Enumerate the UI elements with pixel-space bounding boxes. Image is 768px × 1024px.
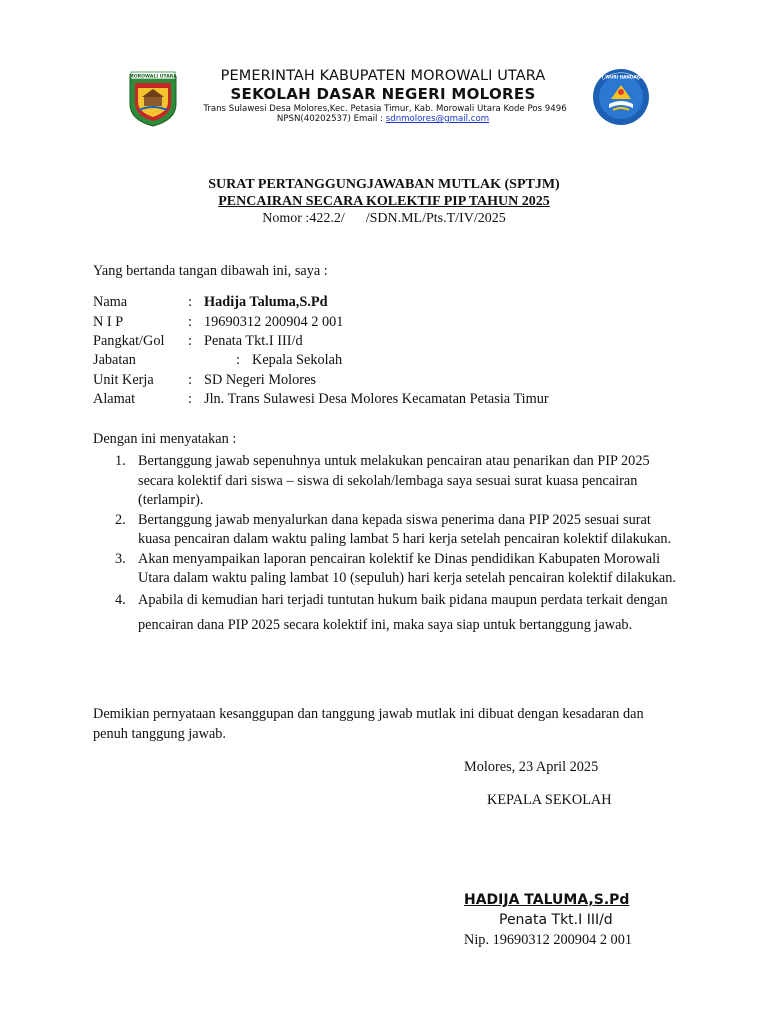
document-subtitle: PENCAIRAN SECARA KOLEKTIF PIP TAHUN 2025 <box>218 194 550 209</box>
list-item <box>93 588 678 638</box>
morowali-utara-emblem-icon <box>126 70 180 128</box>
identity-value: Kepala Sekolah <box>252 352 343 368</box>
npsn-text: NPSN(40202537) Email : <box>276 114 386 124</box>
identity-label: N I P <box>93 314 124 330</box>
signer-rank: Penata Tkt.I III/d <box>499 912 613 928</box>
identity-value: Hadija Taluma,S.Pd <box>204 294 328 310</box>
header-address: Trans Sulawesi Desa Molores,Kec. Petasia Timur, Kab. Morowali Utara Kode Pos 9496 <box>203 104 567 114</box>
header-government: PEMERINTAH KABUPATEN MOROWALI UTARA <box>220 68 546 84</box>
logo-left-text: MOROWALI UTARA <box>129 74 177 80</box>
identity-value: Penata Tkt.I III/d <box>204 333 303 349</box>
signer-role: KEPALA SEKOLAH <box>487 792 612 808</box>
identity-value: Jln. Trans Sulawesi Desa Molores Kecamatan Petasia Timur <box>204 391 549 407</box>
list-text: Apabila di kemudian hari terjadi tuntutan hukum baik pidana maupun perdata terkait dengan pencairan dana PIP 2025 secara kolektif ini, maka saya siap untuk bertanggung jawab. <box>138 591 668 633</box>
list-item <box>93 452 678 511</box>
list-item <box>93 511 678 550</box>
document-number: Nomor :422.2/ /SDN.ML/Pts.T/IV/2025 <box>262 211 506 226</box>
closing-paragraph: Demikian pernyataan kesanggupan dan tanggung jawab mutlak ini dibuat dengan kesadaran dan penuh tanggung jawab. <box>93 706 644 742</box>
tut-wuri-handayani-emblem-icon <box>589 68 653 126</box>
list-number: 4. <box>115 591 126 608</box>
place-date: Molores, 23 April 2025 <box>464 759 599 775</box>
document-title: SURAT PERTANGGUNGJAWABAN MUTLAK (SPTJM) <box>208 177 560 192</box>
email-link[interactable]: sdnmolores@gmail.com <box>385 114 490 124</box>
identity-value: 19690312 200904 2 001 <box>204 314 344 330</box>
identity-colon: : <box>188 391 192 407</box>
header-contact <box>180 114 586 124</box>
statement-list <box>93 452 678 638</box>
list-item <box>93 550 678 589</box>
statement-intro: Dengan ini menyatakan : <box>93 431 237 447</box>
identity-colon: : <box>188 314 192 330</box>
signer-nip: Nip. 19690312 200904 2 001 <box>464 932 632 948</box>
identity-value: SD Negeri Molores <box>204 372 316 388</box>
logo-right-text: TUT WURI HANDAYANI <box>594 74 648 80</box>
identity-label: Pangkat/Gol <box>93 333 165 349</box>
identity-colon: : <box>188 294 192 310</box>
list-number: 3. <box>115 550 126 567</box>
signer-name: HADIJA TALUMA,S.Pd <box>464 892 630 908</box>
list-number: 2. <box>115 511 126 528</box>
identity-colon: : <box>236 352 240 368</box>
identity-label: Jabatan <box>93 352 136 368</box>
list-number: 1. <box>115 453 126 469</box>
identity-label: Unit Kerja <box>93 372 154 388</box>
header-school-name: SEKOLAH DASAR NEGERI MOLORES <box>230 85 536 103</box>
list-text: Akan menyampaikan laporan pencairan kolektif ke Dinas pendidikan Kabupaten Morowali Utara dalam waktu paling lambat 10 (sepuluh) hari kerja setelah pencairan kolektif dilakukan. <box>138 550 676 586</box>
identity-label: Nama <box>93 294 128 310</box>
list-text: Bertanggung jawab sepenuhnya untuk melakukan pencairan atau penarikan dan PIP 2025 secara kolektif dari siswa – siswa di sekolah/lembaga saya sesuai surat kuasa pencairan (terlampir). <box>138 453 650 508</box>
identity-colon: : <box>188 333 192 349</box>
list-text: Bertanggung jawab menyalurkan dana kepada siswa penerima dana PIP 2025 sesuai surat kuasa pencairan dalam waktu paling lambat 5 hari kerja setelah pencairan kolektif dilakukan. <box>138 511 672 547</box>
identity-colon: : <box>188 372 192 388</box>
intro-text: Yang bertanda tangan dibawah ini, saya : <box>93 263 328 279</box>
identity-label: Alamat <box>93 391 136 407</box>
